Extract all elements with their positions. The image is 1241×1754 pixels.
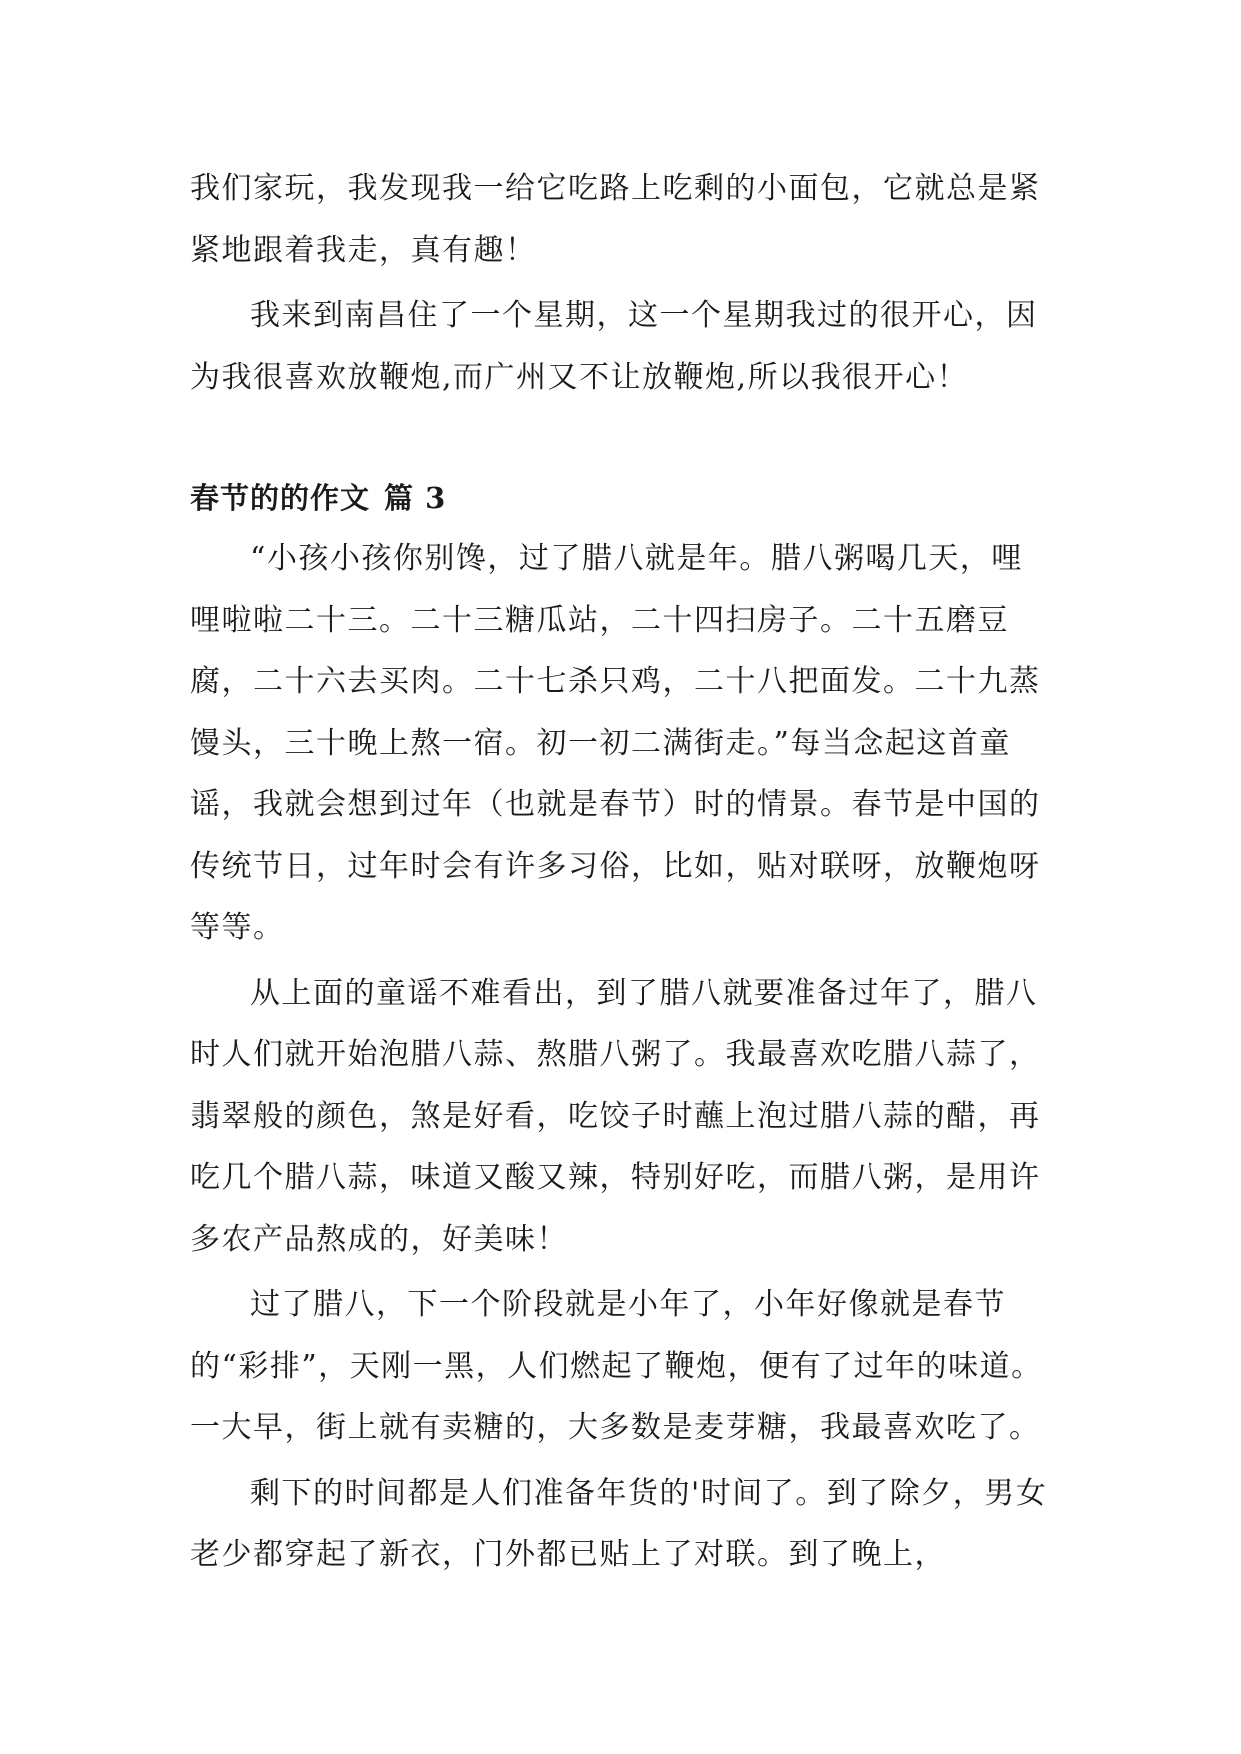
heading-part-number: 篇 3	[384, 481, 447, 515]
paragraph-laba: 从上面的童谣不难看出，到了腊八就要准备过年了，腊八时人们就开始泡腊八蒜、熬腊八粥了。我最喜欢吃腊八蒜了，翡翠般的颜色，煞是好看，吃饺子时蘸上泡过腊八蒜的醋，再吃几个腊八蒜，味道又酸又辣，特别好吃，而腊八粥，是用许多农产品熬成的，好美味！	[190, 975, 1041, 1257]
document-page	[190, 158, 1052, 1586]
paragraph-continued: 我们家玩，我发现我一给它吃路上吃剩的小面包，它就总是紧紧地跟着我走，真有趣！	[190, 171, 1041, 268]
section-heading	[190, 478, 1052, 528]
paragraph-xiaonian: 过了腊八，下一个阶段就是小年了，小年好像就是春节的“彩排”，天刚一黑，人们燃起了鞭炮，便有了过年的味道。一大早，街上就有卖糖的，大多数是麦芽糖，我最喜欢吃了。	[190, 1287, 1043, 1445]
paragraph-nanchang: 我来到南昌住了一个星期，这一个星期我过的很开心，因为我很喜欢放鞭炮,而广州又不让放鞭炮,所以我很开心！	[190, 298, 1038, 395]
heading-title: 春节的的作文	[190, 481, 371, 515]
paragraph-rhyme: “小孩小孩你别馋，过了腊八就是年。腊八粥喝几天，哩哩啦啦二十三。二十三糖瓜站，二十四扫房子。二十五磨豆腐，二十六去买肉。二十七杀只鸡，二十八把面发。二十九蒸馒头，三十晚上熬一宿。初一初二满街走。”每当念起这首童谣，我就会想到过年（也就是春节）时的情景。春节是中国的传统节日，过年时会有许多习俗，比如，贴对联呀，放鞭炮呀等等。	[190, 541, 1041, 945]
paragraph-chuxi: 剩下的时间都是人们准备年货的'时间了。到了除夕，男女老少都穿起了新衣，门外都已贴上了对联。到了晚上，	[190, 1475, 1048, 1572]
